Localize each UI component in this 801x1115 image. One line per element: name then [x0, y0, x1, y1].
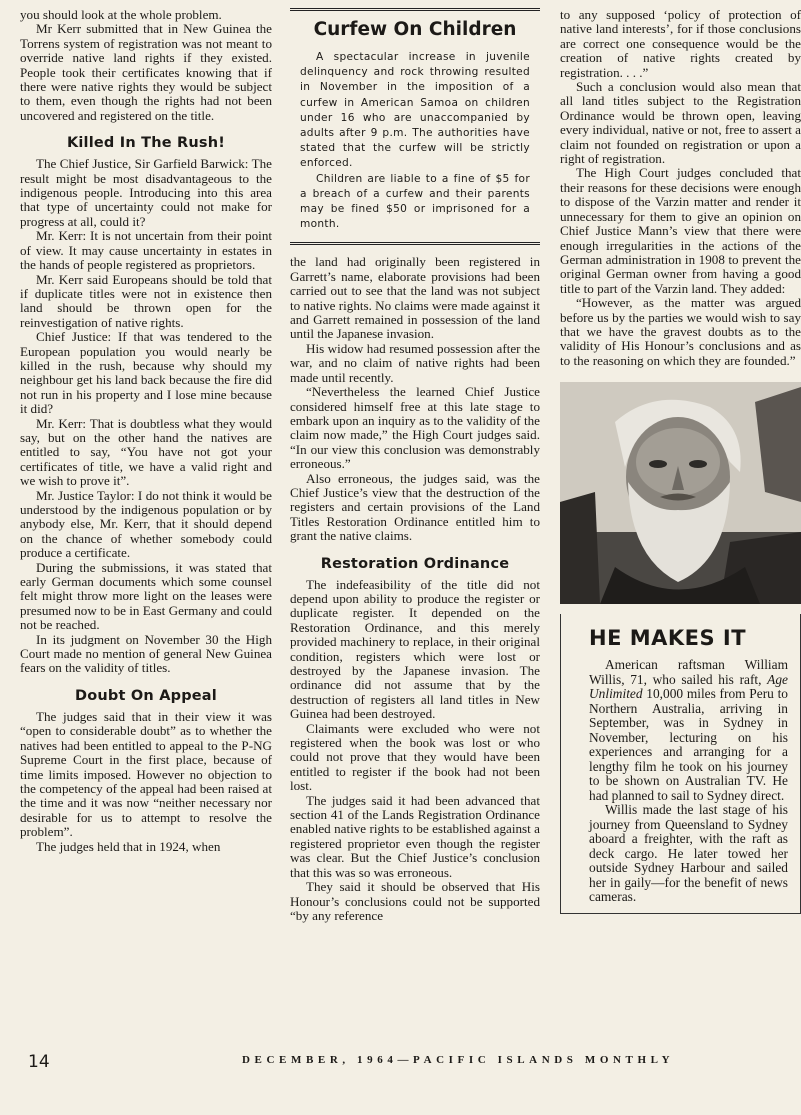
subheading-doubt: Doubt On Appeal: [75, 687, 217, 704]
article-paragraph: “However, as the matter was argued before us by the parties we would wish to say that we have the gravest doubts as to the validity of His Honour’s conclusions and as to the reasoning on which they are founded.”: [560, 295, 801, 368]
curfew-paragraph: A spectacular increase in juvenile delinquency and rock throwing resulted in November in the imposition of a curfew in American Samoa on children under 16 who are unaccompanied by adults after 9 p.m. The authorities have stated that the curfew will be strictly enforced.: [300, 51, 530, 170]
article-paragraph: Also erroneous, the judges said, was the Chief Justice’s view that the destruction of the registers and certain provisions of the Land Titles Restoration Ordinance entitled him to grant the native claims.: [290, 470, 540, 544]
article-paragraph: Mr. Kerr said Europeans should be told that if duplicate titles were not in existence then land should be thrown open for the reinvestigation of native rights.: [20, 271, 272, 330]
he-makes-it-box: [560, 614, 801, 914]
column-middle: [290, 8, 540, 923]
article-paragraph: They said it should be observed that His Honour’s conclusions could not be supported “by any reference: [290, 879, 540, 923]
makes-title: HE MAKES IT: [589, 626, 747, 651]
portrait-photo: [560, 382, 801, 604]
portrait-image: [560, 382, 801, 604]
article-paragraph: Claimants were excluded who were not registered when the book was lost or who could not prove that they would have been entitled to register if the book had not been lost.: [290, 720, 540, 794]
running-title: DECEMBER, 1964—PACIFIC ISLANDS MONTHLY: [242, 1054, 675, 1066]
curfew-title: Curfew On Children: [313, 19, 517, 40]
article-paragraph: Such a conclusion would also mean that all land titles subject to the Registration Ordinance would be thrown open, leaving every individual, native or not, free to assert a claim not founded on registration or upon a right of registration.: [560, 79, 801, 167]
article-paragraph: Mr. Kerr: That is doubtless what they would say, but on the other hand the natives are entitled to say, “You have not got your certificates of title, we have a valid right and we wish to prove it”.: [20, 415, 272, 489]
article-paragraph: you should look at the whole problem.: [20, 7, 222, 22]
article-paragraph: the land had originally been registered in Garrett’s name, elaborate provisions had been carried out to see that the land was not subject to native rights. No claims were made against it and Garrett remained in possession of the land until the Japanese invasion.: [290, 254, 540, 342]
page-footer: [20, 1052, 801, 1082]
article-paragraph: During the submissions, it was stated that early German documents which some counsel felt might throw more light on the leases were presumed now to be in East Germany and could not be reached.: [20, 559, 272, 633]
article-paragraph: The indefeasibility of the title did not depend upon ability to produce the register or duplicate register. It depended on the Restoration Ordinance, and this merely provided machinery to replace, in their original condition, registers which were lost or destroyed by the Japanese invasion. The ordinance did not assume that by the destruction of registers all land titles in New Guinea had been destroyed.: [290, 576, 540, 722]
article-paragraph: The judges said it had been advanced that section 41 of the Lands Registration Ordinance enabled native rights to be established against a registered proprietor even though the register was clear. But the Chief Justice’s conclusion that this was so was erroneous.: [290, 792, 540, 880]
article-paragraph: to any supposed ‘policy of protection of native land interests’, for if those conclusions are correct one consequence would be the creation of native rights created by registration. . . .”: [560, 7, 801, 80]
column-right: [560, 8, 801, 914]
raft-name: Age Unlimited: [589, 671, 788, 702]
article-paragraph: The High Court judges concluded that their reasons for these decisions were enough to dispose of the Varzin matter and render it unnecessary for them to give an opinion on Chief Justice Mann’s view that there were enough irregularities in the actions of the German administration in 1908 to prevent the original German owner from having a good title to part of the Varzin land. They added:: [560, 165, 801, 296]
subheading-killed: Killed In The Rush!: [66, 135, 226, 152]
article-paragraph: The judges held that in 1924, when: [36, 838, 221, 854]
article-paragraph: The judges said that in their view it was “open to considerable doubt” as to whether the natives had been entitled to appeal to the P-NG Supreme Court in the first place, because of time limits imposed. However no objection to the competency of the appeal had been raised at the time and it was now “neither necessary nor desirable for us to attempt to resolve the problem”.: [20, 708, 272, 840]
article-paragraph: In its judgment on November 30 the High Court made no mention of general New Guinea fears on the validity of titles.: [20, 631, 272, 676]
curfew-paragraph: Children are liable to a fine of $5 for a breach of a curfew and their parents may be fined $50 or imprisoned for a month.: [300, 172, 530, 231]
article-paragraph: His widow had resumed possession after the war, and no claim of native rights had been made until recently.: [290, 340, 540, 385]
page-number: 14: [28, 1052, 50, 1072]
article-paragraph: “Nevertheless the learned Chief Justice considered himself free at this late stage to embark upon an inquiry as to the validity of the claim now made,” the High Court judges said. “In our view this conclusion was demonstrably erroneous.”: [290, 384, 540, 472]
makes-text: 10,000 miles from Peru to Northern Australia, arriving in September, was in Sydney in November, lecturing on his experiences and arranging for a lengthy film he took on his journey to be shown on Australian TV. He had planned to sail to Sydney direct.: [589, 686, 788, 803]
makes-text: American raftsman William Willis, 71, who sailed his raft,: [589, 657, 788, 687]
article-paragraph: Chief Justice: If that was tendered to the European population you would nearly be killed in the rush, because why should my neighbour get his land back because the fire did not run in his property and I lose mine because it did?: [20, 329, 272, 417]
column-left: [20, 8, 272, 854]
article-paragraph: Mr. Kerr: It is not uncertain from their point of view. It may cause uncertainty in estates in the hands of people registered as proprietors.: [20, 228, 272, 273]
subheading-restoration: Restoration Ordinance: [320, 555, 510, 572]
article-paragraph: Mr. Justice Taylor: I do not think it would be understood by the indigenous population or by anybody else, Mr. Kerr, that it should depend on the chance of whether somebody could produce a certificate.: [20, 487, 272, 561]
curfew-box: [290, 8, 540, 245]
makes-paragraph: Willis made the last stage of his journey from Queensland to Sydney aboard a freighter, with the raft as deck cargo. He later towed her outside Sydney Harbour and sailed her in gaily—for the benefit of news cameras.: [589, 802, 788, 905]
article-paragraph: Mr Kerr submitted that in New Guinea the Torrens system of registration was not meant to override native land rights if they existed. People took their certificates knowing that if there were native rights they would be subject to them, even though the rights had not been uncovered and registered on the title.: [20, 21, 272, 123]
makes-paragraph: [589, 658, 788, 803]
article-paragraph: The Chief Justice, Sir Garfield Barwick: The result might be most disadvantageous to the indigenous people. Introducing into this area that type of uncertainty could not make for progress at all, could it?: [20, 156, 272, 229]
